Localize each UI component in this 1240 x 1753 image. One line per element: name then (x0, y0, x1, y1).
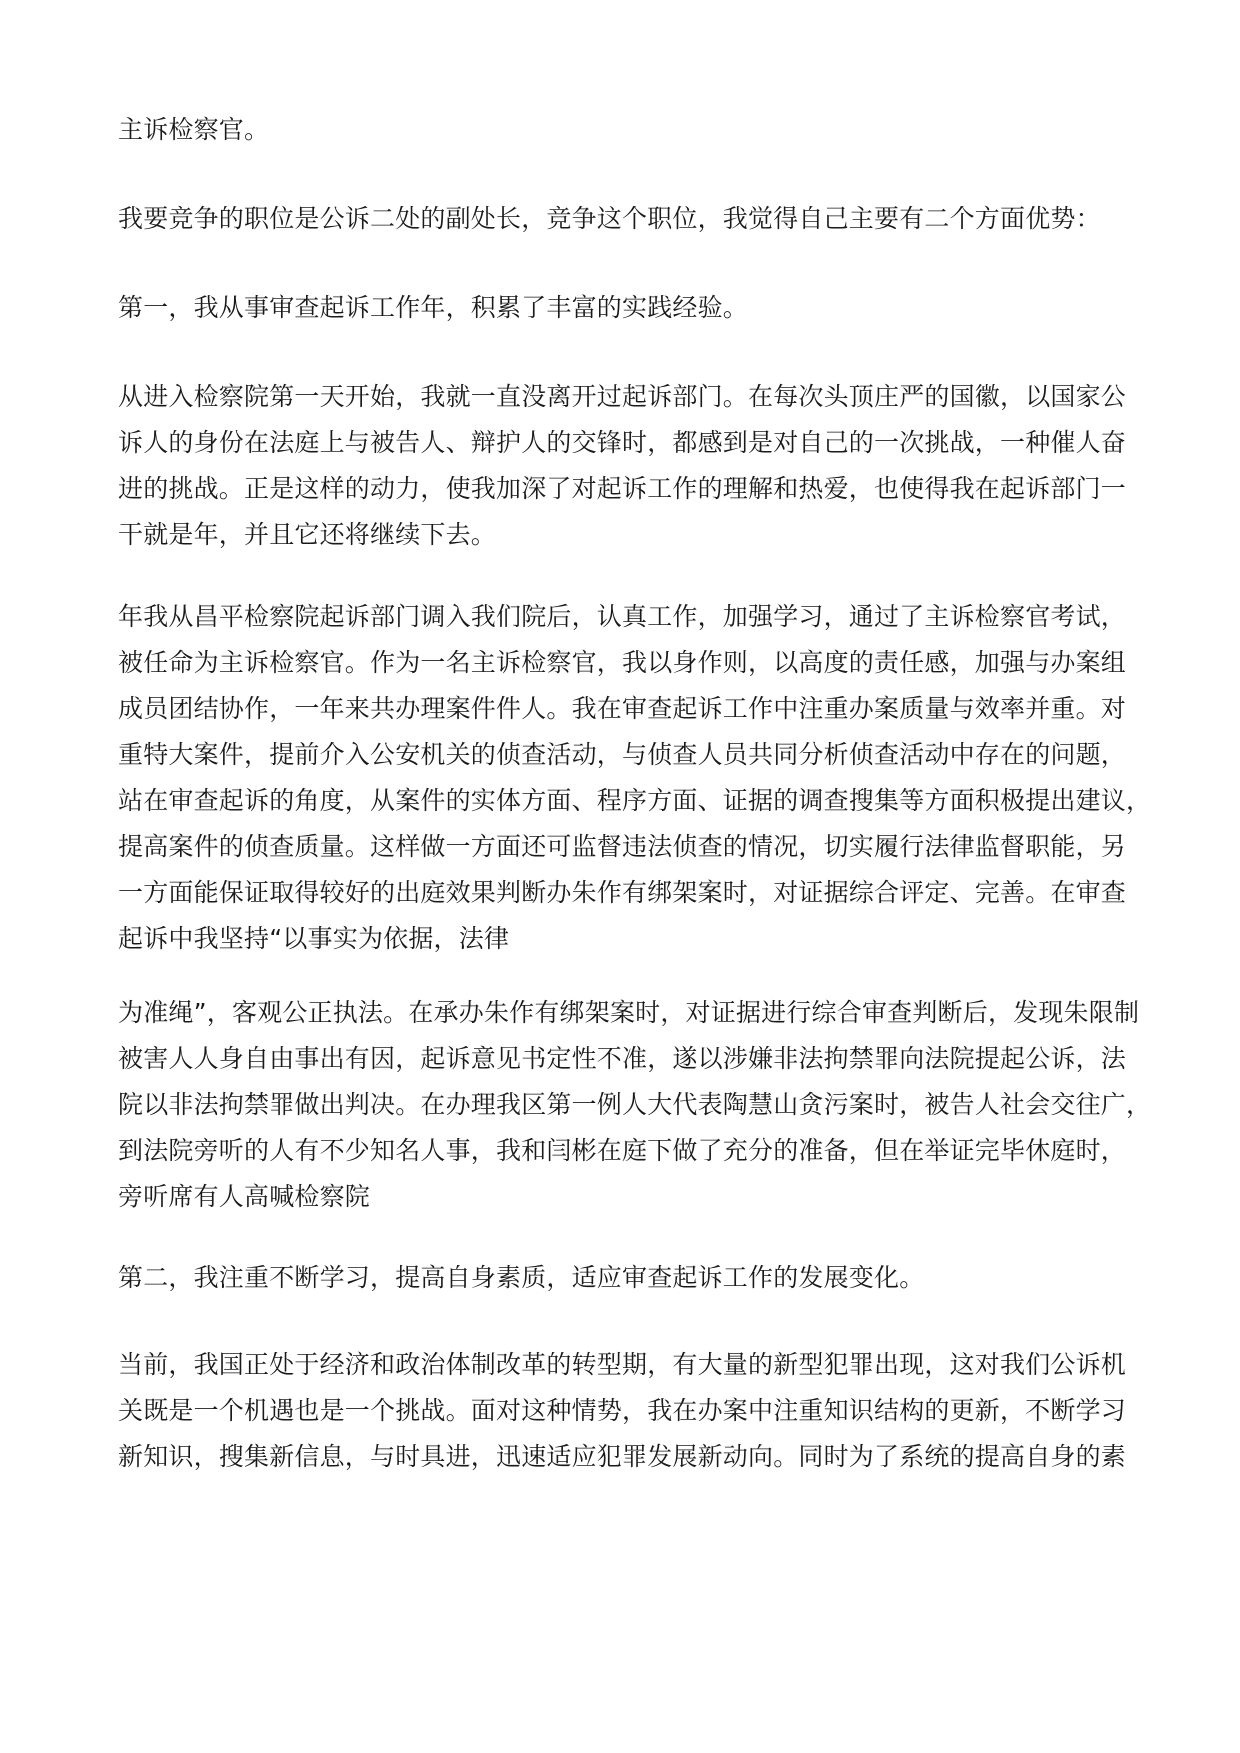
text-line: 起诉中我坚持“以事实为依据，法律 (118, 924, 510, 953)
text-line: 被害人人身自由事出有因，起诉意见书定性不准，遂以涉嫌非法拘禁罪向法院提起公诉，法 (118, 1044, 1127, 1073)
text-line: 为准绳”，客观公正执法。在承办朱作有绑架案时，对证据进行综合审查判断后，发现朱限制 (118, 998, 1140, 1027)
paragraph-8 (118, 1342, 1126, 1480)
text-line: 一方面能保证取得较好的出庭效果判断办朱作有绑架案时，对证据综合评定、完善。在审查 (118, 878, 1127, 907)
text-line: 年我从昌平检察院起诉部门调入我们院后，认真工作，加强学习，通过了主诉检察官考试， (118, 602, 1127, 631)
text-line: 被任命为主诉检察官。作为一名主诉检察官，我以身作则，以高度的责任感，加强与办案组 (118, 648, 1127, 677)
paragraph-3 (118, 285, 748, 331)
text-line: 主诉检察官。 (118, 115, 270, 144)
paragraph-5 (118, 594, 1151, 962)
text-line: 重特大案件，提前介入公安机关的侦查活动，与侦查人员共同分析侦查活动中存在的问题， (118, 740, 1127, 769)
text-line: 第一，我从事审查起诉工作年，积累了丰富的实践经验。 (118, 293, 749, 322)
text-line: 旁听席有人高喊检察院 (118, 1182, 371, 1211)
paragraph-2 (118, 196, 1101, 242)
text-line: 站在审查起诉的角度，从案件的实体方面、程序方面、证据的调查搜集等方面积极提出建议， (118, 786, 1152, 815)
paragraph-7 (118, 1255, 924, 1301)
text-line: 关既是一个机遇也是一个挑战。面对这种情势，我在办案中注重知识结构的更新，不断学习 (118, 1396, 1127, 1425)
paragraph-1 (118, 107, 269, 153)
text-line: 提高案件的侦查质量。这样做一方面还可监督违法侦查的情况，切实履行法律监督职能，另 (118, 832, 1127, 861)
text-line: 诉人的身份在法庭上与被告人、辩护人的交锋时，都感到是对自己的一次挑战，一种催人奋 (118, 428, 1127, 457)
text-line: 干就是年，并且它还将继续下去。 (118, 520, 497, 549)
paragraph-4 (118, 374, 1126, 558)
paragraph-6 (118, 990, 1151, 1220)
text-line: 成员团结协作，一年来共办理案件件人。我在审查起诉工作中注重办案质量与效率并重。对 (118, 694, 1127, 723)
text-line: 当前，我国正处于经济和政治体制改革的转型期，有大量的新型犯罪出现，这对我们公诉机 (118, 1350, 1127, 1379)
text-line: 我要竞争的职位是公诉二处的副处长，竞争这个职位，我觉得自己主要有二个方面优势： (118, 204, 1101, 233)
text-line: 第二，我注重不断学习，提高自身素质，适应审查起诉工作的发展变化。 (118, 1263, 925, 1292)
text-line: 到法院旁听的人有不少知名人事，我和闫彬在庭下做了充分的准备，但在举证完毕休庭时， (118, 1136, 1127, 1165)
text-line: 新知识，搜集新信息，与时具进，迅速适应犯罪发展新动向。同时为了系统的提高自身的素 (118, 1442, 1127, 1471)
text-line: 从进入检察院第一天开始，我就一直没离开过起诉部门。在每次头顶庄严的国徽，以国家公 (118, 382, 1127, 411)
text-line: 进的挑战。正是这样的动力，使我加深了对起诉工作的理解和热爱，也使得我在起诉部门一 (118, 474, 1127, 503)
text-line: 院以非法拘禁罪做出判决。在办理我区第一例人大代表陶慧山贪污案时，被告人社会交往广， (118, 1090, 1152, 1119)
